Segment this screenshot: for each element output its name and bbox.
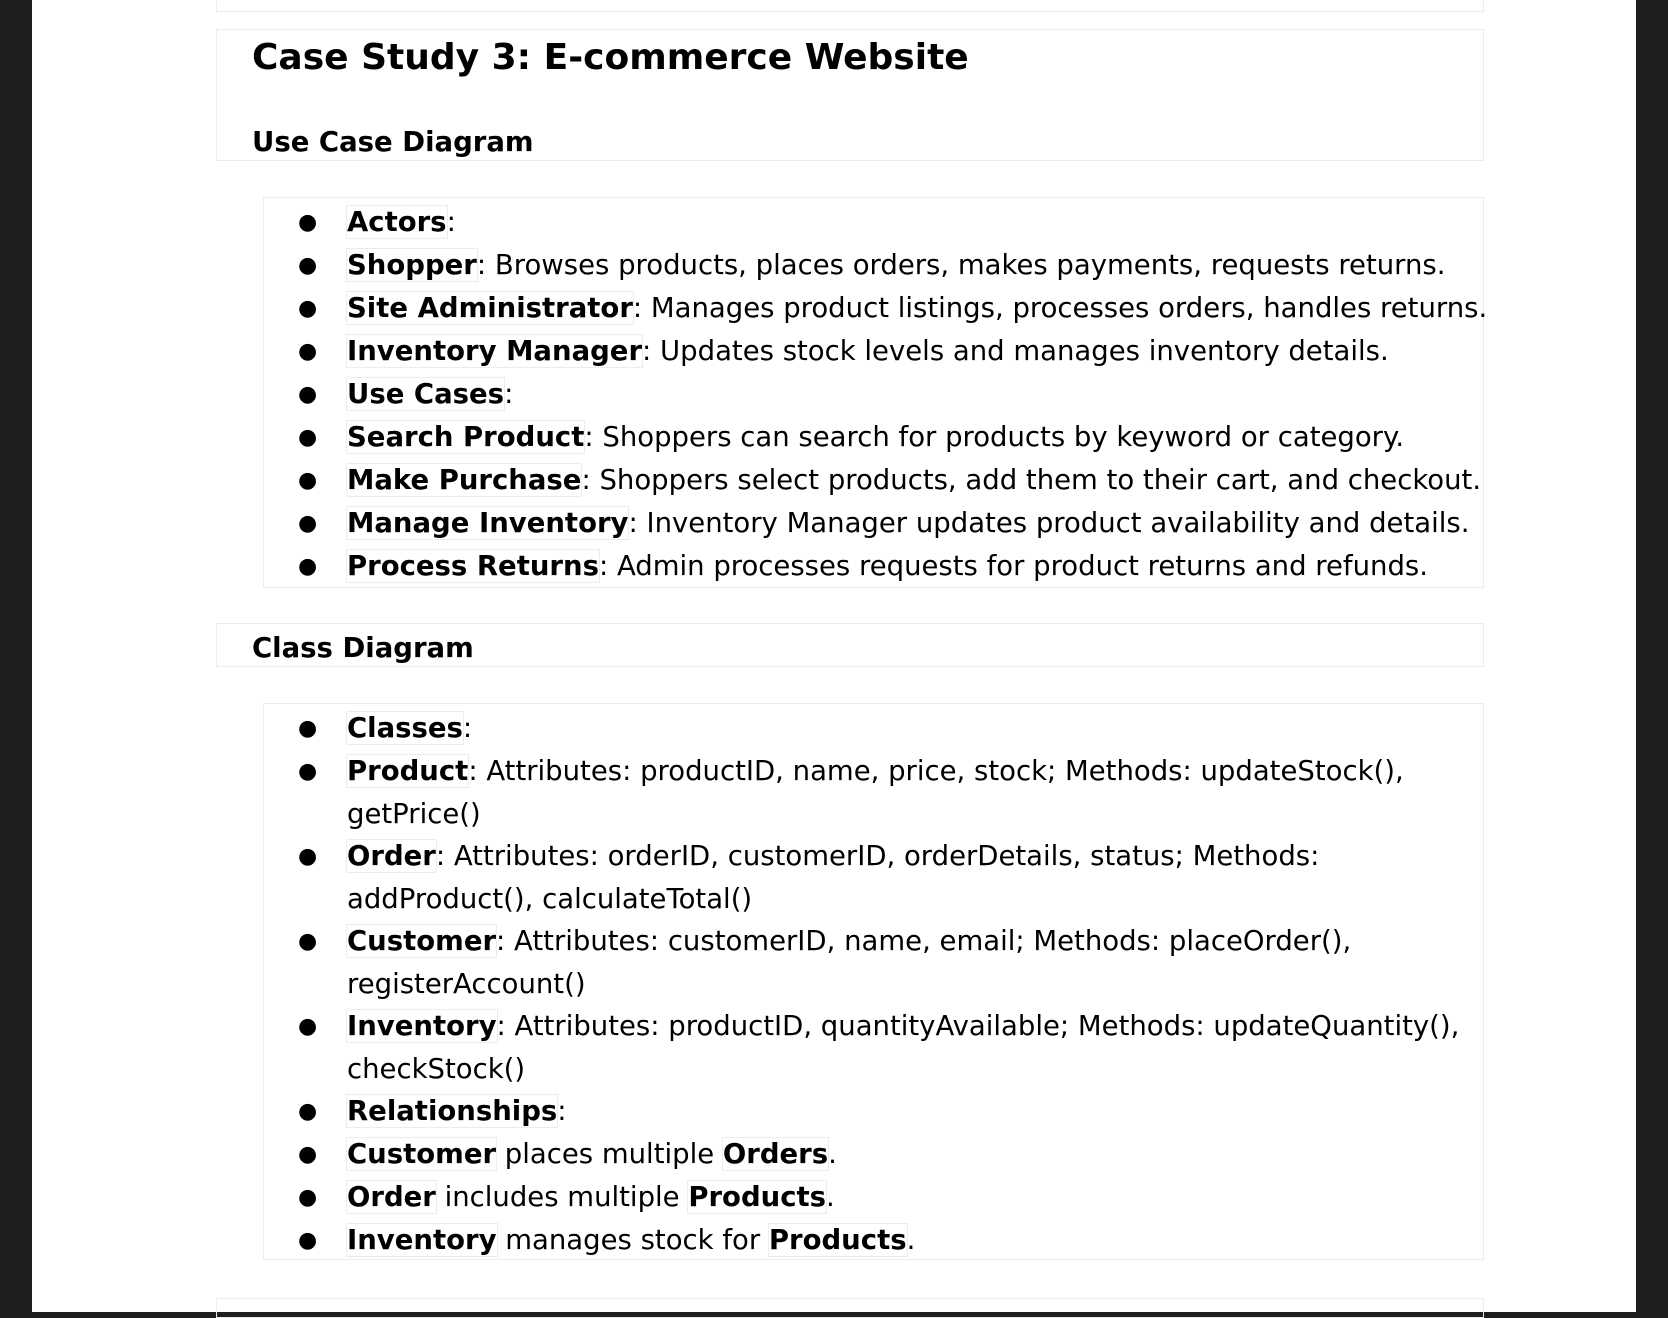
list-item: ● Search Product: Shoppers can search for products by keyword or category. xyxy=(32,416,1482,459)
document-page xyxy=(32,0,1636,1312)
bullet-icon: ● xyxy=(298,468,318,493)
bullet-icon: ● xyxy=(298,1228,318,1253)
previous-section-block xyxy=(216,0,1484,12)
list-item: ● Manage Inventory: Inventory Manager updates product availability and details. xyxy=(32,502,1482,545)
list-item: ● Inventory manages stock for Products. xyxy=(32,1219,1482,1262)
list-item: ● Product: Attributes: productID, name, price, stock; Methods: updateStock(), getPrice() xyxy=(32,750,1482,835)
list-item: ● Shopper: Browses products, places orders, makes payments, requests returns. xyxy=(32,244,1482,287)
list-item: ● Site Administrator: Manages product listings, processes orders, handles returns. xyxy=(32,287,1482,330)
bullet-icon: ● xyxy=(298,759,318,784)
list-item: ● Use Cases: xyxy=(32,373,1482,416)
bullet-icon: ● xyxy=(298,253,318,278)
list-item: ● Inventory Manager: Updates stock levels and manages inventory details. xyxy=(32,330,1482,373)
bullet-icon: ● xyxy=(298,1014,318,1039)
list-item: ● Process Returns: Admin processes requests for product returns and refunds. xyxy=(32,545,1482,588)
bullet-icon: ● xyxy=(298,929,318,954)
page-title: Case Study 3: E-commerce Website xyxy=(252,37,969,78)
use-case-list xyxy=(32,201,1488,588)
bullet-icon: ● xyxy=(298,210,318,235)
list-item: ● Relationships: xyxy=(32,1090,1482,1133)
bullet-icon: ● xyxy=(298,296,318,321)
list-item: ● Actors: xyxy=(32,201,1482,244)
bullet-icon: ● xyxy=(298,382,318,407)
list-item: ● Classes: xyxy=(32,707,1482,750)
bullet-icon: ● xyxy=(298,1185,318,1210)
bullet-icon: ● xyxy=(298,554,318,579)
list-item: ● Customer places multiple Orders. xyxy=(32,1133,1482,1176)
list-item: ● Inventory: Attributes: productID, quantityAvailable; Methods: updateQuantity(), checkStock() xyxy=(32,1005,1482,1090)
bullet-icon: ● xyxy=(298,716,318,741)
class-diagram-heading: Class Diagram xyxy=(252,632,474,664)
next-section-block xyxy=(216,1298,1484,1318)
bullet-icon: ● xyxy=(298,511,318,536)
list-item: ● Customer: Attributes: customerID, name, email; Methods: placeOrder(), registerAccount() xyxy=(32,920,1482,1005)
bullet-icon: ● xyxy=(298,339,318,364)
list-item: ● Order includes multiple Products. xyxy=(32,1176,1482,1219)
bullet-icon: ● xyxy=(298,425,318,450)
class-diagram-list xyxy=(32,707,1482,1262)
list-item: ● Make Purchase: Shoppers select products, add them to their cart, and checkout. xyxy=(32,459,1482,502)
bullet-icon: ● xyxy=(298,844,318,869)
use-case-heading: Use Case Diagram xyxy=(252,126,534,158)
bullet-icon: ● xyxy=(298,1099,318,1124)
list-item: ● Order: Attributes: orderID, customerID, orderDetails, status; Methods: addProduct(), calculateTotal() xyxy=(32,835,1482,920)
bullet-icon: ● xyxy=(298,1142,318,1167)
